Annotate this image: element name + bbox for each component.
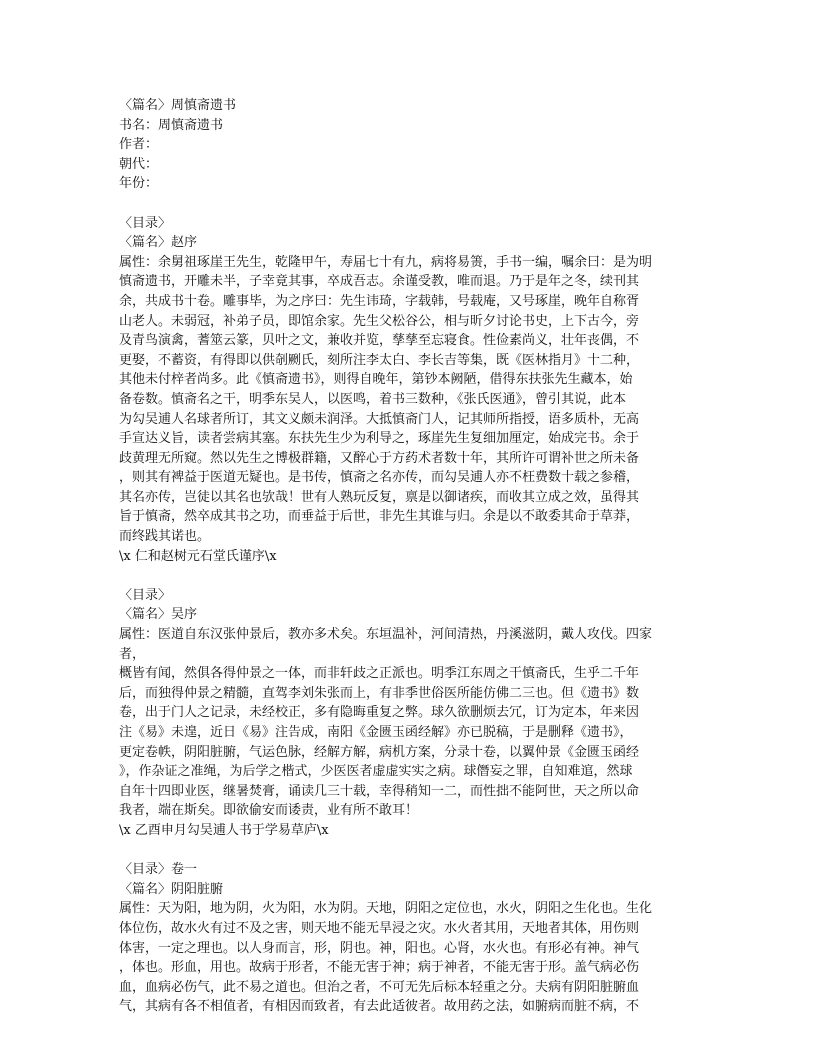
- section-spacer: [119, 566, 697, 586]
- section-wu-preface: [119, 586, 697, 841]
- text-line: 手宣达义旨，读者尝病其塞。东扶先生少为利导之，琢崖先生复细加厘定，始成完书。余于: [119, 431, 640, 447]
- document-header: [119, 96, 697, 194]
- text-line: 余，共成书十卷。雕事毕，为之序曰：先生讳琦，字载韩，号载庵，又号琢崖，晚年自称胥: [119, 293, 640, 309]
- section-yinyang-zangfu: [119, 860, 697, 1017]
- text-line: ，体也。形血，用也。故病于形者，不能无害于神；病于神者，不能无害于形。盖气病必伤: [119, 960, 640, 976]
- text-line: 备卷数。慎斋名之干，明季东吴人，以医鸣，着书三数种，《张氏医通》，曾引其说，此本: [119, 391, 627, 407]
- section-title: 〈篇名〉阴阳脏腑: [119, 881, 224, 897]
- text-line: 体害，一定之理也。以人身而言，形，阴也。神，阳也。心肾，水火也。有形必有神。神气: [119, 940, 640, 956]
- text-line: 山老人。未弱冠，补弟子员，即馆余家。先生父松谷公，相与昕夕讨论书史，上下古今，旁: [119, 313, 640, 329]
- book-name: 书名：周慎斋遗书: [119, 117, 224, 133]
- signature-line: \x 仁和赵树元石堂氏谨序\x: [119, 548, 277, 564]
- text-line: 为勾吴逋人名球者所订，其文义颇未润泽。大抵慎斋门人，记其师所指授，语多质朴，无高: [119, 411, 640, 427]
- text-line: 其他未付梓者尚多。此《慎斋遗书》，则得自晚年，第钞本阙陋，借得东扶张先生藏本，始: [119, 372, 633, 388]
- catalog-label: 〈目录〉: [119, 587, 172, 603]
- text-line: 后，而独得仲景之精髓，直驾李刘朱张而上，有非季世俗医所能仿佛二三也。但《遗书》数: [119, 685, 640, 701]
- section-title: 〈篇名〉吴序: [119, 607, 198, 623]
- text-line: 血，血病必伤气，此不易之道也。但治之者，不可无先后标本轻重之分。夫病有阴阳脏腑血: [119, 979, 640, 995]
- year-field: 年份：: [119, 176, 159, 192]
- text-line: 及青鸟演禽，蓍筮云篆，贝叶之文，兼收并览，孳孳至忘寝食。性俭素尚义，壮年丧偶，不: [119, 333, 640, 349]
- text-line: ，则其有裨益于医道无疑也。是书传，慎斋之名亦传，而勾吴逋人亦不枉费数十载之参稽，: [119, 470, 640, 486]
- text-line: 其名亦传，岂徒以其名也欤哉！世有人熟玩反复，禀是以御诸疾，而收其立成之效，虽得其: [119, 489, 640, 505]
- catalog-label: 〈目录〉: [119, 215, 172, 231]
- text-line: 更娶，不蓄资，有得即以供剞劂氏，刻所注李太白、李长吉等集，既《医林指月》十二种，: [119, 352, 640, 368]
- author-field: 作者：: [119, 137, 159, 153]
- text-line: 更定卷帙，阴阳脏腑，气运色脉，经解方解，病机方案，分录十卷，以翼仲景《金匮玉函经: [119, 744, 640, 760]
- section-zhao-preface: [119, 214, 697, 567]
- section-title: 〈篇名〉赵序: [119, 235, 198, 251]
- text-line: 旨于慎斋，然卒成其书之功，而垂益于后世，非先生其谁与归。余是以不敢委其命于草莽，: [119, 509, 640, 525]
- text-line: 注《易》未遑，近日《易》注告成，南阳《金匮玉函经解》亦已脱稿，于是删释《遗书》，: [119, 725, 633, 740]
- text-line: 卷，出于门人之记录，未经校正，多有隐晦重复之弊。球久欲删烦去冗，订为定本，年来因: [119, 705, 640, 721]
- text-line: 体位伤，故水火有过不及之害，则天地不能无旱浸之灾。水火者其用，天地者其体，用伤则: [119, 920, 640, 936]
- text-line: 而终践其诺也。: [119, 529, 211, 545]
- section-spacer: [119, 841, 697, 861]
- signature-line: \x 乙酉申月勾吴逋人书于学易草庐\x: [119, 822, 329, 838]
- text-line: 我者，端在斯矣。即欲偷安而诿责，业有所不敢耳！: [119, 803, 419, 819]
- dynasty-field: 朝代：: [119, 156, 159, 172]
- text-line: 气，其病有各不相值者，有相因而致者，有去此适彼者。故用药之法，如腑病而脏不病，不: [119, 999, 640, 1015]
- catalog-label: 〈目录〉卷一: [119, 862, 198, 878]
- text-line: 慎斋遗书，开雕未半，子幸竟其事，卒成吾志。余谨受教，唯而退。乃于是年之冬，续刊其: [119, 274, 640, 290]
- text-line: 属性：天为阳，地为阴，火为阳，水为阴。天地，阴阳之定位也，水火，阴阳之生化也。生化: [119, 901, 653, 917]
- text-line: 自年十四即业医，继暑焚膏，诵读几三十载，幸得稍知一二，而性拙不能阿世，天之所以命: [119, 783, 640, 799]
- text-line: 者，: [119, 646, 146, 662]
- text-line: 概皆有闻，然俱各得仲景之一体，而非轩歧之正派也。明季江东周之干慎斋氏，生乎二千年: [119, 666, 640, 682]
- text-line: 》，作杂证之准绳，为后学之楷式，少医医者虚虚实实之病。球僭妄之罪，自知难逭，然球: [119, 764, 633, 780]
- text-line: 属性：医道自东汉张仲景后，教亦多术矣。东垣温补，河间清热，丹溪滋阴，戴人攻伐。四家: [119, 627, 653, 643]
- document-page: [119, 96, 697, 1017]
- text-line: 属性：余舅祖琢崖王先生，乾隆甲午，寿届七十有九，病将易箦，手书一编，嘱余曰：是为明: [119, 254, 653, 270]
- text-line: 歧黄理无所窥。然以先生之博极群籍，又醉心于方药术者数十年，其所许可谓补世之所未备: [119, 450, 640, 466]
- section-spacer: [119, 194, 697, 214]
- title-tag: 〈篇名〉周慎斋遗书: [119, 98, 237, 113]
